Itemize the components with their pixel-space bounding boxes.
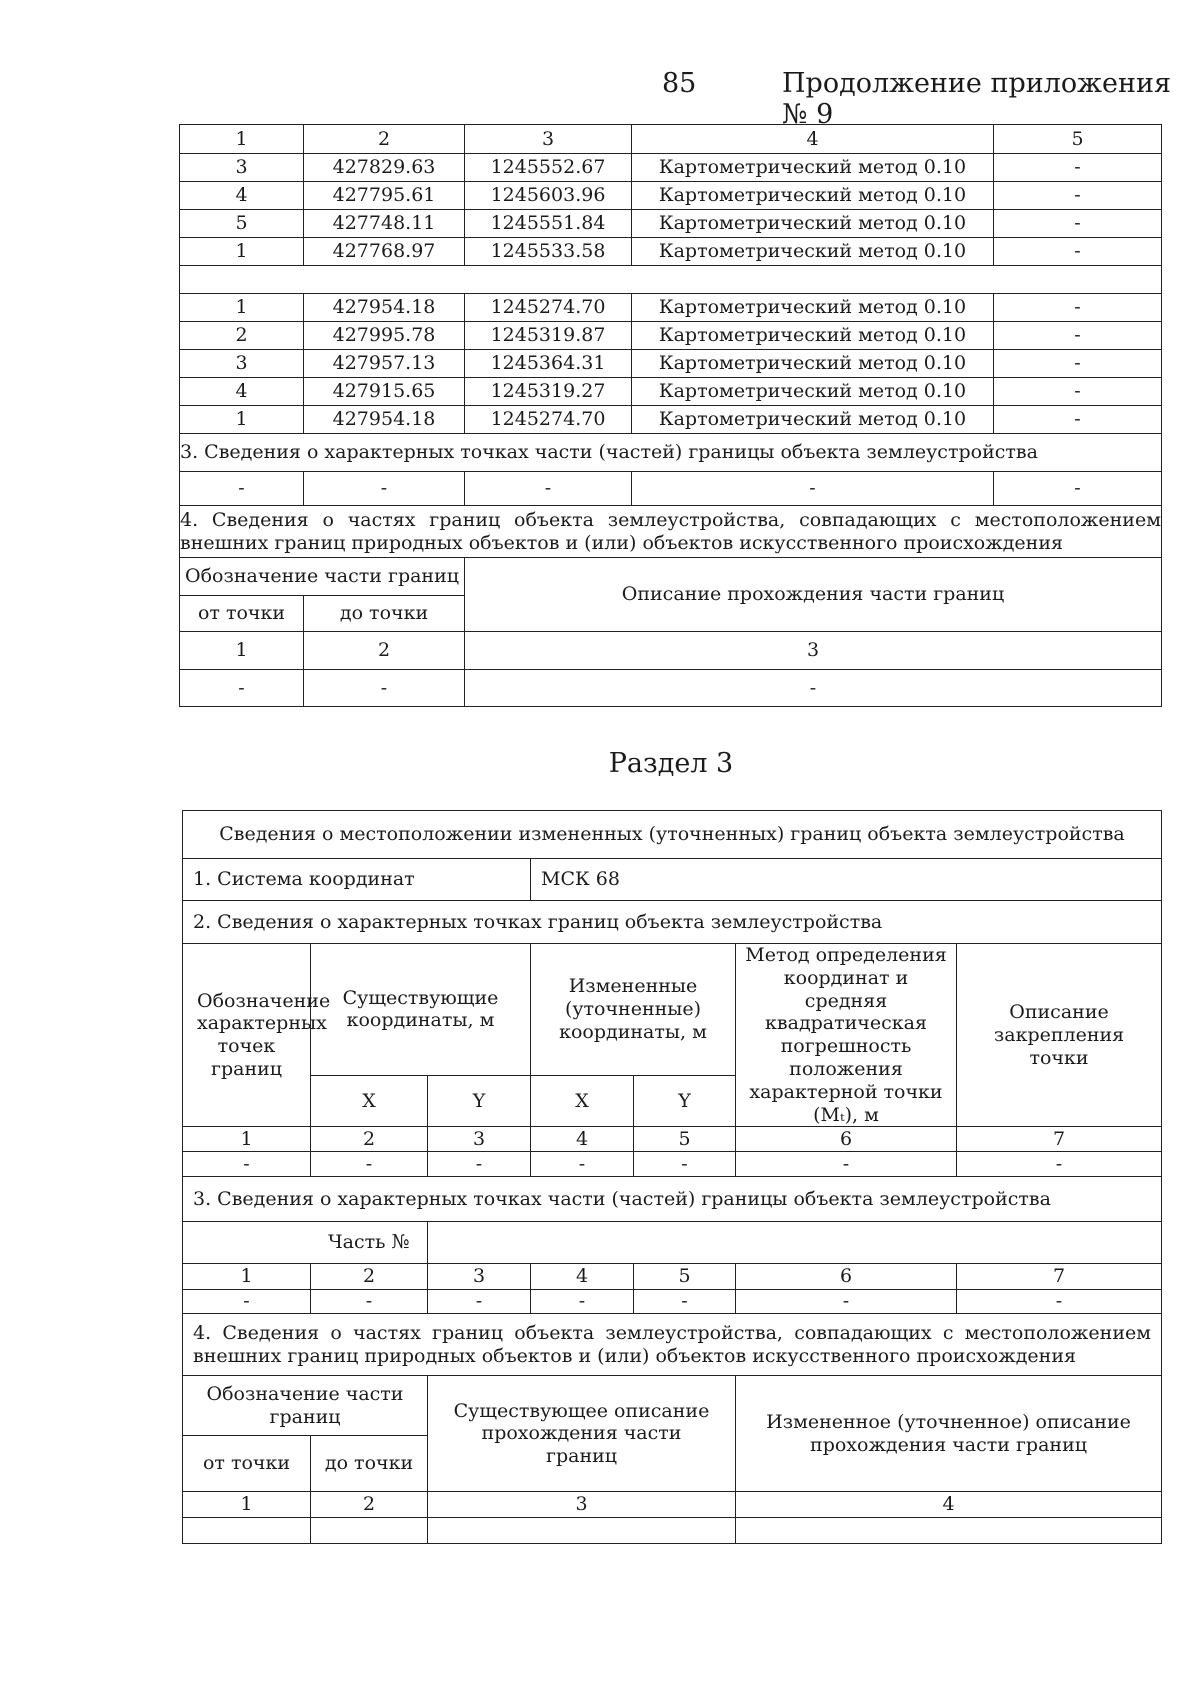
- table-row: [180, 670, 1162, 707]
- table-row: [180, 294, 1162, 322]
- designation-header: Обозначение характерных точек границ: [183, 944, 311, 1127]
- from-point-header: от точки: [180, 596, 304, 632]
- column-number: 1: [183, 1492, 311, 1518]
- empty-cell: [311, 1518, 428, 1544]
- table-row: [180, 322, 1162, 350]
- empty-value: -: [736, 1290, 957, 1314]
- title-row: [183, 811, 1162, 859]
- method: Картометрический метод 0.10: [632, 210, 994, 238]
- section-heading-row: [180, 434, 1162, 472]
- empty-value: -: [531, 1152, 634, 1177]
- method: Картометрический метод 0.10: [632, 406, 994, 434]
- coord-system-value: МСК 68: [531, 859, 1162, 901]
- coord-y: 1245274.70: [465, 294, 632, 322]
- coord-y: 1245319.87: [465, 322, 632, 350]
- part-number-label: Часть №: [311, 1222, 428, 1264]
- empty-value: -: [632, 472, 994, 506]
- point-number: 3: [180, 154, 304, 182]
- column-number: 5: [634, 1264, 736, 1290]
- section-4-heading: 4. Сведения о частях границ объекта землеустройства, совпадающих с местоположением внешних границ природных объектов и (или) объектов искусственного происхождения: [180, 506, 1162, 558]
- column-number: 1: [180, 632, 304, 670]
- method: Картометрический метод 0.10: [632, 378, 994, 406]
- column-number-row: [183, 1127, 1162, 1152]
- point-number: 3: [180, 350, 304, 378]
- section-heading-row: [183, 901, 1162, 944]
- column-number: 7: [957, 1264, 1162, 1290]
- column-number: 6: [736, 1127, 957, 1152]
- empty-value: -: [180, 670, 304, 707]
- column-number: 3: [465, 632, 1162, 670]
- changed-coords-header: Измененные (уточненные) координаты, м: [531, 944, 736, 1076]
- from-point-header: от точки: [183, 1436, 311, 1492]
- y-header: Y: [634, 1075, 736, 1127]
- fixing: -: [994, 154, 1162, 182]
- column-number: 4: [531, 1127, 634, 1152]
- empty-value: -: [736, 1152, 957, 1177]
- table-row: [183, 1518, 1162, 1544]
- empty-value: -: [183, 1290, 311, 1314]
- column-number: 4: [531, 1264, 634, 1290]
- column-number: 5: [634, 1127, 736, 1152]
- existing-coords-header: Существующие координаты, м: [311, 944, 531, 1076]
- header-row: [183, 944, 1162, 1076]
- column-number-row: [183, 1492, 1162, 1518]
- coord-x: 427957.13: [304, 350, 465, 378]
- table-row: [180, 406, 1162, 434]
- coord-y: 1245603.96: [465, 182, 632, 210]
- table-title: Сведения о местоположении измененных (уточненных) границ объекта землеустройства: [183, 811, 1162, 859]
- column-number: 4: [632, 125, 994, 154]
- empty-value: -: [428, 1152, 531, 1177]
- x-header: X: [311, 1075, 428, 1127]
- coord-x: 427954.18: [304, 406, 465, 434]
- section-heading-row: [183, 1314, 1162, 1376]
- fixing: -: [994, 406, 1162, 434]
- method: Картометрический метод 0.10: [632, 182, 994, 210]
- part-number-row: [183, 1222, 1162, 1264]
- coord-y: 1245533.58: [465, 238, 632, 266]
- method: Картометрический метод 0.10: [632, 238, 994, 266]
- empty-value: -: [634, 1290, 736, 1314]
- empty-value: -: [311, 1290, 428, 1314]
- section-title: Раздел 3: [608, 748, 734, 779]
- empty-value: -: [304, 472, 465, 506]
- column-number: 2: [304, 125, 465, 154]
- table-row: [180, 154, 1162, 182]
- fixing: -: [994, 350, 1162, 378]
- annex-title: Продолжение приложения № 9: [782, 68, 1172, 130]
- coord-x: 427768.97: [304, 238, 465, 266]
- to-point-header: до точки: [304, 596, 465, 632]
- page-number: 85: [662, 68, 697, 99]
- column-number: 6: [736, 1264, 957, 1290]
- boundary-points-table: [179, 124, 1162, 707]
- empty-value: -: [428, 1290, 531, 1314]
- fixing-header: Описание закрепления точки: [957, 944, 1162, 1127]
- method: Картометрический метод 0.10: [632, 322, 994, 350]
- fixing: -: [994, 294, 1162, 322]
- designation-header: Обозначение части границ: [183, 1376, 428, 1436]
- table-row: [180, 472, 1162, 506]
- coord-x: 427954.18: [304, 294, 465, 322]
- section-heading-row: [183, 1177, 1162, 1222]
- description-header: Описание прохождения части границ: [465, 558, 1162, 632]
- empty-value: -: [311, 1152, 428, 1177]
- empty-value: -: [957, 1290, 1162, 1314]
- table-row: [183, 1290, 1162, 1314]
- column-number: 5: [994, 125, 1162, 154]
- method: Картометрический метод 0.10: [632, 294, 994, 322]
- column-number-row: [183, 1264, 1162, 1290]
- fixing: -: [994, 210, 1162, 238]
- designation-header: Обозначение части границ: [180, 558, 465, 596]
- part-number-value: [428, 1222, 1162, 1264]
- fixing: -: [994, 322, 1162, 350]
- point-number: 1: [180, 406, 304, 434]
- column-number: 7: [957, 1127, 1162, 1152]
- header-row: [180, 558, 1162, 596]
- section-2-heading: 2. Сведения о характерных точках границ объекта землеустройства: [183, 901, 1162, 944]
- coord-x: 427748.11: [304, 210, 465, 238]
- coord-y: 1245274.70: [465, 406, 632, 434]
- column-number: 2: [311, 1127, 428, 1152]
- empty-value: -: [465, 472, 632, 506]
- table-row: [180, 238, 1162, 266]
- column-number: 2: [311, 1264, 428, 1290]
- coord-system-row: [183, 859, 1162, 901]
- table-row: [180, 182, 1162, 210]
- spacer-cell: [180, 266, 1162, 294]
- section-heading-row: [180, 506, 1162, 558]
- method: Картометрический метод 0.10: [632, 154, 994, 182]
- column-number: 2: [311, 1492, 428, 1518]
- coord-x: 427995.78: [304, 322, 465, 350]
- empty-cell: [736, 1518, 1162, 1544]
- point-number: 1: [180, 294, 304, 322]
- empty-value: -: [994, 472, 1162, 506]
- section-4-heading: 4. Сведения о частях границ объекта землеустройства, совпадающих с местоположением внешних границ природных объектов и (или) объектов искусственного происхождения: [183, 1314, 1162, 1376]
- empty-cell: [183, 1518, 311, 1544]
- empty-value: -: [634, 1152, 736, 1177]
- column-number-row: [180, 632, 1162, 670]
- column-number: 1: [183, 1127, 311, 1152]
- column-number: 3: [428, 1264, 531, 1290]
- method-header: Метод определения координат и средняя квадратическая погрешность положения характерной точки (Mₜ), м: [736, 944, 957, 1127]
- spacer-row: [180, 266, 1162, 294]
- point-number: 4: [180, 378, 304, 406]
- fixing: -: [994, 378, 1162, 406]
- column-number: 1: [180, 125, 304, 154]
- column-number: 3: [428, 1492, 736, 1518]
- empty-value: -: [304, 670, 465, 707]
- changed-description-header: Измененное (уточненное) описание прохождения части границ: [736, 1376, 1162, 1492]
- table-row: [180, 378, 1162, 406]
- coord-y: 1245551.84: [465, 210, 632, 238]
- coord-x: 427829.63: [304, 154, 465, 182]
- empty-value: -: [957, 1152, 1162, 1177]
- table-row: [183, 1152, 1162, 1177]
- to-point-header: до точки: [311, 1436, 428, 1492]
- x-header: X: [531, 1075, 634, 1127]
- column-number: 2: [304, 632, 465, 670]
- empty-value: -: [180, 472, 304, 506]
- empty-value: -: [531, 1290, 634, 1314]
- section-3-heading: 3. Сведения о характерных точках части (частей) границы объекта землеустройства: [183, 1177, 1162, 1222]
- point-number: 5: [180, 210, 304, 238]
- fixing: -: [994, 238, 1162, 266]
- coord-x: 427915.65: [304, 378, 465, 406]
- table-row: [180, 350, 1162, 378]
- coord-y: 1245552.67: [465, 154, 632, 182]
- empty-cell: [183, 1222, 311, 1264]
- column-number-row: [180, 125, 1162, 154]
- coord-x: 427795.61: [304, 182, 465, 210]
- existing-description-header: Существующее описание прохождения части границ: [428, 1376, 736, 1492]
- empty-value: -: [465, 670, 1162, 707]
- y-header: Y: [428, 1075, 531, 1127]
- point-number: 1: [180, 238, 304, 266]
- header-row: [183, 1376, 1162, 1436]
- column-number: 3: [428, 1127, 531, 1152]
- coord-y: 1245319.27: [465, 378, 632, 406]
- coord-system-label: 1. Система координат: [183, 859, 531, 901]
- section-3-heading: 3. Сведения о характерных точках части (частей) границы объекта землеустройства: [180, 434, 1162, 472]
- point-number: 4: [180, 182, 304, 210]
- point-number: 2: [180, 322, 304, 350]
- fixing: -: [994, 182, 1162, 210]
- column-number: 3: [465, 125, 632, 154]
- changed-boundaries-table: [182, 810, 1162, 1544]
- column-number: 4: [736, 1492, 1162, 1518]
- method: Картометрический метод 0.10: [632, 350, 994, 378]
- coord-y: 1245364.31: [465, 350, 632, 378]
- table-row: [180, 210, 1162, 238]
- empty-cell: [428, 1518, 736, 1544]
- column-number: 1: [183, 1264, 311, 1290]
- empty-value: -: [183, 1152, 311, 1177]
